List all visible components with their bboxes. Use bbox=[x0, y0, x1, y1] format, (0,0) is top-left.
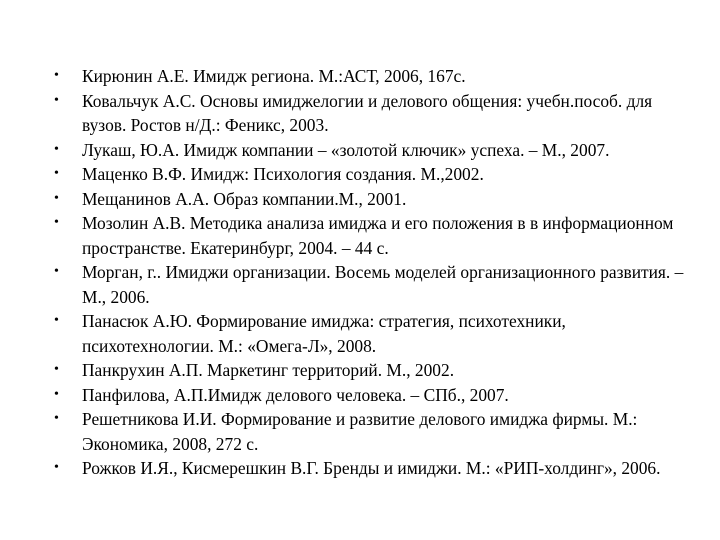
reference-text: Маценко В.Ф. Имидж: Психология создания. М.,2002. bbox=[82, 164, 484, 184]
bullet-icon: • bbox=[54, 411, 59, 426]
reference-text: Ковальчук А.С. Основы имиджелогии и делового общения: учебн.пособ. для вузов. Ростов н/Д.: Феникс, 2003. bbox=[82, 90, 653, 135]
list-item bbox=[40, 187, 700, 212]
list-item bbox=[40, 89, 700, 138]
reference-text: Панасюк А.Ю. Формирование имиджа: стратегия, психотехники, психотехнологии. М.: «Омега-Л», 2008. bbox=[82, 311, 566, 356]
reference-text: Кирюнин А.Е. Имидж региона. М.:АСТ, 2006, 167с. bbox=[82, 66, 466, 86]
reference-text: Мозолин А.В. Методика анализа имиджа и его положения в в информационном пространстве. Екатеринбург, 2004. – 44 с. bbox=[82, 213, 674, 258]
list-item bbox=[40, 260, 700, 309]
reference-text: Панкрухин А.П. Маркетинг территорий. М., 2002. bbox=[82, 360, 455, 380]
bullet-icon: • bbox=[54, 92, 59, 108]
bullet-icon: • bbox=[54, 460, 59, 475]
list-item bbox=[40, 407, 700, 456]
bullet-icon: • bbox=[54, 215, 59, 230]
list-item bbox=[40, 358, 700, 383]
bullet-icon: • bbox=[54, 264, 59, 279]
reference-text: Рожков И.Я., Кисмерешкин В.Г. Бренды и имиджи. М.: «РИП-холдинг», 2006. bbox=[82, 458, 661, 478]
reference-text: Панфилова, А.П.Имидж делового человека. – СПб., 2007. bbox=[82, 384, 509, 405]
reference-text: Решетникова И.И. Формирование и развитие делового имиджа фирмы. М.: Экономика, 2008, 272 с. bbox=[82, 409, 638, 454]
list-item bbox=[40, 456, 700, 481]
list-item bbox=[40, 162, 700, 187]
bullet-icon: • bbox=[54, 68, 59, 83]
bullet-icon: • bbox=[54, 362, 59, 377]
reference-text: Мещанинов А.А. Образ компании.М., 2001. bbox=[82, 188, 407, 209]
bullet-icon: • bbox=[54, 386, 59, 402]
reference-text: Лукаш, Ю.А. Имидж компании – «золотой ключик» успеха. – М., 2007. bbox=[82, 139, 610, 160]
list-item bbox=[40, 383, 700, 408]
bullet-icon: • bbox=[54, 166, 59, 181]
list-item bbox=[40, 64, 700, 89]
reference-text: Морган, г.. Имиджи организации. Восемь моделей организационного развития. – М., 2006. bbox=[82, 262, 684, 307]
bullet-icon: • bbox=[54, 141, 59, 157]
list-item bbox=[40, 211, 700, 260]
bullet-icon: • bbox=[54, 313, 59, 328]
list-item bbox=[40, 138, 700, 163]
reference-list bbox=[40, 64, 700, 481]
list-item bbox=[40, 309, 700, 358]
bullet-icon: • bbox=[54, 190, 59, 206]
